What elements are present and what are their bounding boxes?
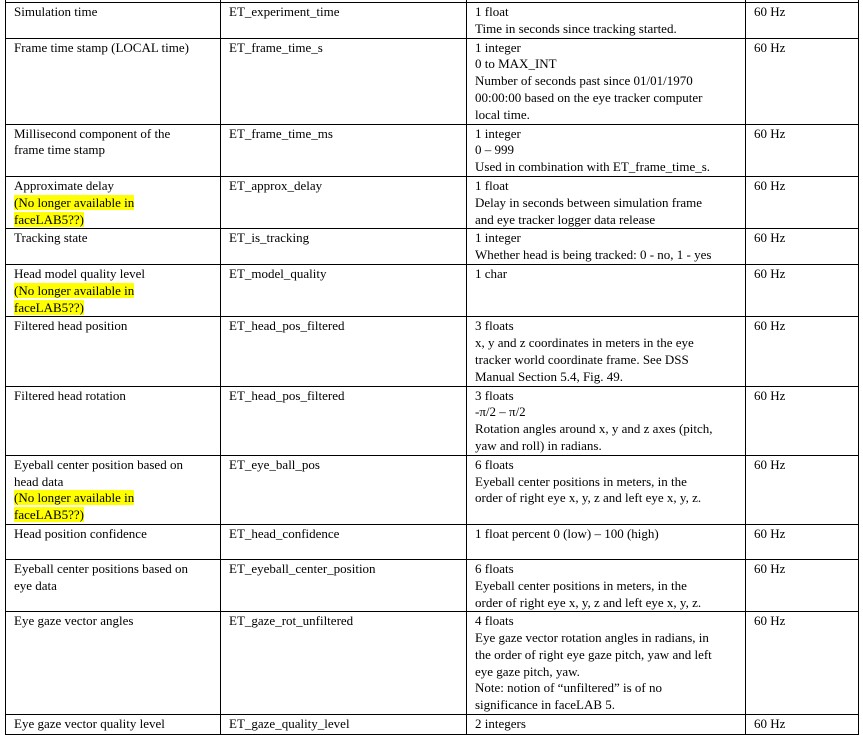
sample-rate: 60 Hz	[754, 456, 786, 472]
description-text: frame time stamp	[14, 142, 105, 158]
variable-name: ET_approx_delay	[229, 177, 323, 193]
description-text: head data	[14, 473, 64, 489]
description-text: Millisecond component of the	[14, 125, 171, 141]
rate-cell	[746, 386, 859, 455]
details-text: Note: notion of “unfiltered” is of no	[475, 680, 663, 696]
description-cell	[6, 455, 221, 524]
rate-cell	[746, 317, 859, 386]
eye-tracker-variables-table	[5, 0, 859, 735]
details-text: 2 integers	[475, 716, 526, 732]
description-cell	[6, 38, 221, 124]
rate-cell	[746, 715, 859, 735]
description-text: Tracking state	[14, 230, 88, 246]
variable-cell	[221, 124, 467, 176]
variable-name: ET_experiment_time	[229, 4, 340, 19]
details-text: 1 float	[475, 177, 509, 193]
details-text: 1 integer	[475, 230, 521, 246]
variable-cell	[221, 3, 467, 39]
details-cell	[467, 524, 746, 559]
description-text: Simulation time	[14, 4, 98, 19]
details-cell	[467, 229, 746, 265]
description-cell	[6, 317, 221, 386]
availability-note: faceLAB5??)	[14, 211, 85, 227]
description-cell	[6, 524, 221, 559]
sample-rate: 60 Hz	[754, 125, 786, 141]
description-text: Eye gaze vector quality level	[14, 716, 165, 732]
details-text: Eyeball center positions in meters, in the	[475, 577, 687, 593]
description-cell	[6, 176, 221, 228]
variable-cell	[221, 229, 467, 265]
table-row	[6, 264, 859, 316]
variable-cell	[221, 455, 467, 524]
variable-cell	[221, 176, 467, 228]
variable-name: ET_eye_ball_pos	[229, 456, 320, 472]
description-text: Eye gaze vector angles	[14, 613, 134, 629]
variable-name: ET_is_tracking	[229, 230, 310, 246]
details-cell	[467, 715, 746, 735]
description-cell	[6, 559, 221, 611]
variable-name: ET_head_confidence	[229, 525, 340, 541]
variable-name: ET_gaze_quality_level	[229, 716, 350, 732]
details-text: Number of seconds past since 01/01/1970	[475, 73, 693, 89]
details-text: 0 – 999	[475, 142, 514, 158]
details-text: Time in seconds since tracking started.	[475, 20, 677, 36]
details-cell	[467, 559, 746, 611]
description-text: Eyeball center position based on	[14, 456, 183, 472]
variable-cell	[221, 317, 467, 386]
rate-cell	[746, 559, 859, 611]
details-text: Delay in seconds between simulation frame	[475, 194, 703, 210]
rate-cell	[746, 3, 859, 39]
description-text: eye data	[14, 577, 57, 593]
details-text: Rotation angles around x, y and z axes (pitch,	[475, 421, 713, 437]
availability-note: faceLAB5??)	[14, 507, 85, 523]
rate-cell	[746, 455, 859, 524]
details-cell	[467, 612, 746, 715]
details-text: 4 floats	[475, 613, 514, 629]
details-text: Eyeball center positions in meters, in the	[475, 473, 687, 489]
description-text: Filtered head rotation	[14, 387, 126, 403]
availability-note: (No longer available in	[14, 282, 135, 298]
description-cell	[6, 386, 221, 455]
table-row	[6, 386, 859, 455]
details-text: Used in combination with ET_frame_time_s.	[475, 159, 711, 175]
variable-cell	[221, 386, 467, 455]
details-text: 1 float	[475, 4, 509, 19]
details-text: Manual Section 5.4, Fig. 49.	[475, 368, 624, 384]
table-row	[6, 715, 859, 735]
table-row	[6, 176, 859, 228]
variable-name: ET_head_pos_filtered	[229, 318, 345, 334]
details-text: 3 floats	[475, 387, 514, 403]
details-cell	[467, 264, 746, 316]
sample-rate: 60 Hz	[754, 613, 786, 629]
description-text: Approximate delay	[14, 177, 114, 193]
variable-name: ET_gaze_rot_unfiltered	[229, 613, 354, 629]
table-row	[6, 38, 859, 124]
availability-note: faceLAB5??)	[14, 299, 85, 315]
details-text: order of right eye x, y, z and left eye x, y, z.	[475, 594, 702, 610]
table-row	[6, 229, 859, 265]
variable-cell	[221, 612, 467, 715]
details-text: 6 floats	[475, 560, 514, 576]
details-text: x, y and z coordinates in meters in the eye	[475, 335, 694, 351]
variable-name: ET_head_pos_filtered	[229, 387, 345, 403]
variable-name: ET_eyeball_center_position	[229, 560, 376, 576]
details-text: 1 float percent 0 (low) – 100 (high)	[475, 525, 659, 541]
table-row	[6, 317, 859, 386]
details-text: local time.	[475, 106, 530, 122]
table-row	[6, 612, 859, 715]
sample-rate: 60 Hz	[754, 525, 786, 541]
table-row	[6, 455, 859, 524]
details-text: 1 char	[475, 265, 508, 281]
details-text: -π/2 – π/2	[475, 404, 526, 420]
sample-rate: 60 Hz	[754, 318, 786, 334]
description-cell	[6, 715, 221, 735]
sample-rate: 60 Hz	[754, 265, 786, 281]
variable-cell	[221, 264, 467, 316]
rate-cell	[746, 264, 859, 316]
description-cell	[6, 3, 221, 39]
details-text: 00:00:00 based on the eye tracker computer	[475, 89, 703, 105]
rate-cell	[746, 38, 859, 124]
variable-name: ET_model_quality	[229, 265, 327, 281]
details-text: yaw and roll) in radians.	[475, 437, 602, 453]
variable-name: ET_frame_time_s	[229, 39, 323, 55]
rate-cell	[746, 229, 859, 265]
details-cell	[467, 176, 746, 228]
sample-rate: 60 Hz	[754, 716, 786, 732]
description-text: Head position confidence	[14, 525, 147, 541]
variable-cell	[221, 715, 467, 735]
sample-rate: 60 Hz	[754, 4, 786, 19]
description-text: Frame time stamp (LOCAL time)	[14, 39, 189, 55]
description-text: Head model quality level	[14, 265, 146, 281]
details-cell	[467, 455, 746, 524]
table-row	[6, 124, 859, 176]
variable-cell	[221, 559, 467, 611]
description-cell	[6, 124, 221, 176]
variable-cell	[221, 38, 467, 124]
details-cell	[467, 386, 746, 455]
details-text: Eye gaze vector rotation angles in radians, in	[475, 630, 709, 646]
sample-rate: 60 Hz	[754, 387, 786, 403]
sample-rate: 60 Hz	[754, 39, 786, 55]
details-text: tracker world coordinate frame. See DSS	[475, 351, 689, 367]
table-row	[6, 3, 859, 39]
details-text: order of right eye x, y, z and left eye x, y, z.	[475, 490, 702, 506]
details-text: 0 to MAX_INT	[475, 56, 557, 72]
details-text: 3 floats	[475, 318, 514, 334]
description-cell	[6, 229, 221, 265]
details-text: 1 integer	[475, 125, 521, 141]
rate-cell	[746, 124, 859, 176]
table-row	[6, 524, 859, 559]
details-text: eye gaze pitch, yaw.	[475, 663, 580, 679]
sample-rate: 60 Hz	[754, 177, 786, 193]
details-cell	[467, 3, 746, 39]
details-text: Whether head is being tracked: 0 - no, 1 - yes	[475, 247, 712, 263]
sample-rate: 60 Hz	[754, 230, 786, 246]
rate-cell	[746, 524, 859, 559]
details-cell	[467, 38, 746, 124]
description-text: Filtered head position	[14, 318, 128, 334]
sample-rate: 60 Hz	[754, 560, 786, 576]
details-cell	[467, 317, 746, 386]
availability-note: (No longer available in	[14, 194, 135, 210]
details-text: 1 integer	[475, 39, 521, 55]
details-text: 6 floats	[475, 456, 514, 472]
description-cell	[6, 612, 221, 715]
description-text: Eyeball center positions based on	[14, 560, 189, 576]
details-text: and eye tracker logger data release	[475, 211, 656, 227]
table-row	[6, 559, 859, 611]
rate-cell	[746, 612, 859, 715]
variable-cell	[221, 524, 467, 559]
rate-cell	[746, 176, 859, 228]
details-text: the order of right eye gaze pitch, yaw and left	[475, 646, 712, 662]
variable-name: ET_frame_time_ms	[229, 125, 333, 141]
details-text: significance in faceLAB 5.	[475, 697, 616, 713]
details-cell	[467, 124, 746, 176]
availability-note: (No longer available in	[14, 490, 135, 506]
description-cell	[6, 264, 221, 316]
